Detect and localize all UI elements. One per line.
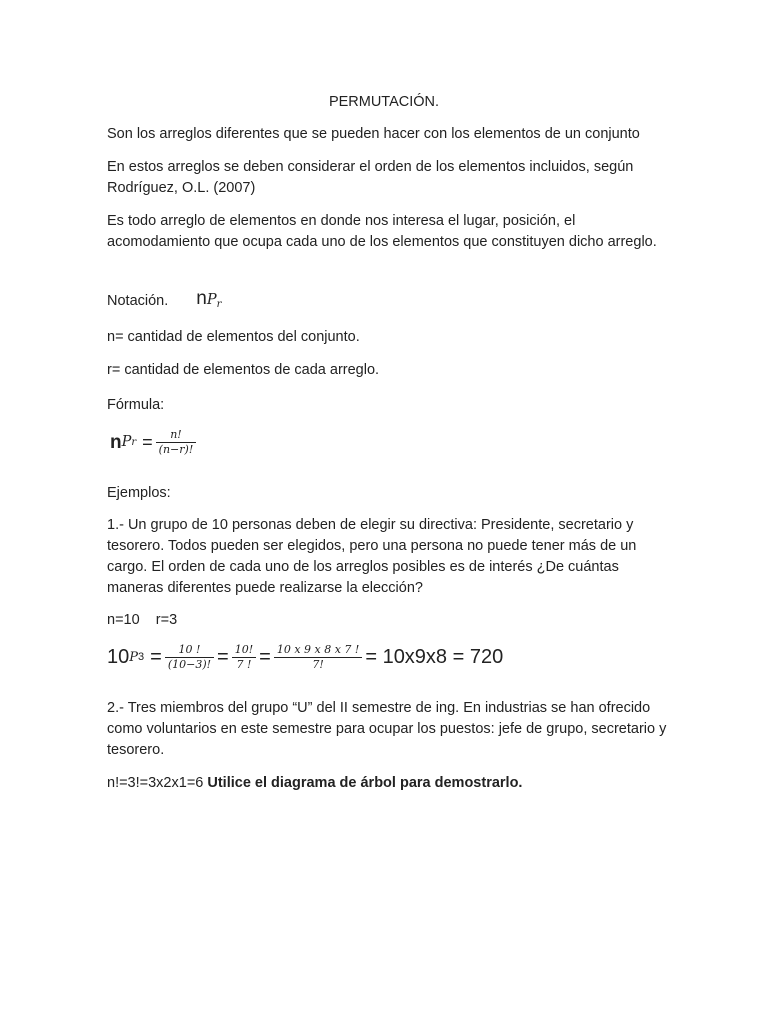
calc-fraction-2-num: 10! <box>234 643 254 656</box>
r-definition: r= cantidad de elementos de cada arreglo. <box>107 362 380 378</box>
formula-denominator: (n−r)! <box>156 442 197 457</box>
calc-equals-2: = <box>217 646 229 668</box>
formula-lhs-n: n <box>110 432 122 453</box>
notation-n: n <box>196 288 207 309</box>
formula-numerator: n! <box>170 428 182 441</box>
notation-line <box>107 288 667 315</box>
n-definition: n= cantidad de elementos del conjunto. <box>107 329 360 345</box>
formula-lhs-r: r <box>131 437 137 448</box>
example-1-text: 1.- Un grupo de 10 personas deben de elegir su directiva: Presidente, secretario y tesorero. Todos pueden ser elegidos, pero una persona no puede tener más de un cargo. El orden de cada uno de los arreglos posibles es de interés ¿De cuántas maneras diferentes puede realizarse la elección? <box>107 517 637 596</box>
definition-paragraph: Son los arreglos diferentes que se pueden hacer con los elementos de un conjunto <box>107 126 640 142</box>
calc-lhs-r: 3 <box>138 651 145 663</box>
example-1-calculation <box>107 643 707 672</box>
calc-fraction-3-den: 7! <box>274 657 363 672</box>
calc-fraction-1-num: 10 ! <box>178 643 201 656</box>
notation-r: r <box>216 299 222 310</box>
calc-fraction-2 <box>232 643 256 672</box>
calc-fraction-1 <box>165 643 214 672</box>
formula <box>110 428 670 457</box>
example-2-instruction: Utilice el diagrama de árbol para demostrarlo. <box>207 775 523 791</box>
notation-symbol <box>196 288 221 315</box>
formula-lhs-p: P <box>121 434 132 450</box>
calc-lhs-n: 10 <box>107 646 130 668</box>
example-2-text: 2.- Tres miembros del grupo “U” del II semestre de ing. En industrias se han ofrecido como voluntarios en este semestre para ocupar los puestos: jefe de grupo, secretario y tesorero. <box>107 700 667 758</box>
formula-label: Fórmula: <box>107 397 165 413</box>
arrangement-paragraph: Es todo arreglo de elementos en donde nos interesa el lugar, posición, el acomodamiento que ocupa cada uno de los elementos que constituyen dicho arreglo. <box>107 213 657 250</box>
notation-p: P <box>206 292 217 308</box>
calc-fraction-1-den: (10−3)! <box>165 657 214 672</box>
examples-label: Ejemplos: <box>107 485 171 501</box>
calc-fraction-3-num: 10 x 9 x 8 x 7 ! <box>276 643 360 656</box>
notation-label: Notación. <box>107 293 169 309</box>
page-title: PERMUTACIÓN. <box>328 94 440 110</box>
formula-equals: = <box>142 432 153 452</box>
calc-fraction-2-den: 7 ! <box>232 657 256 672</box>
calc-lhs-p: P <box>129 650 138 665</box>
example-2-line <box>107 773 667 794</box>
order-paragraph: En estos arreglos se deben considerar el orden de los elementos incluidos, según Rodríguez, O.L. (2007) <box>107 159 634 196</box>
calc-result: = 10x9x8 = 720 <box>365 646 504 668</box>
calc-equals-3: = <box>259 646 271 668</box>
formula-fraction <box>156 428 197 457</box>
calc-equals-1: = <box>150 646 162 668</box>
calc-fraction-3 <box>274 643 363 672</box>
example-2-calculation: n!=3!=3x2x1=6 <box>107 775 208 791</box>
example-1-values: n=10 r=3 <box>107 612 178 628</box>
